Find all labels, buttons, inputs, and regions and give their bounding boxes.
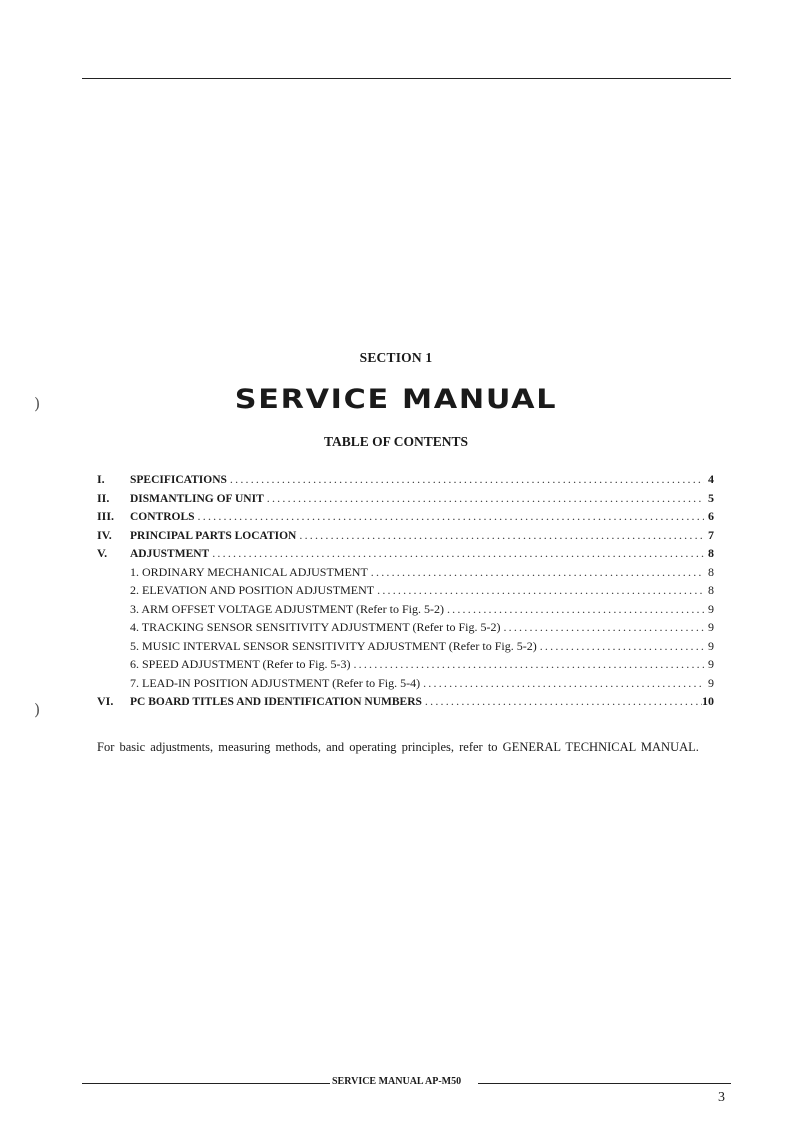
toc-leader-dots bbox=[422, 694, 702, 709]
toc-entry-title: 5. MUSIC INTERVAL SENSOR SENSITIVITY ADJUSTMENT (Refer to Fig. 5-2) bbox=[130, 638, 537, 653]
toc-entry-specifications[interactable] bbox=[97, 472, 714, 491]
reference-note: For basic adjustments, measuring methods, and operating principles, refer to GENERAL TECHNICAL MANUAL. bbox=[97, 740, 699, 754]
toc-subentry[interactable] bbox=[97, 602, 714, 621]
top-rule bbox=[82, 78, 731, 79]
toc-entry-title: 7. LEAD-IN POSITION ADJUSTMENT (Refer to Fig. 5-4) bbox=[130, 675, 421, 690]
toc-subentry[interactable] bbox=[97, 565, 714, 584]
toc-entry-title: PC BOARD TITLES AND IDENTIFICATION NUMBERS bbox=[130, 696, 422, 708]
toc-entry-principal-parts[interactable] bbox=[97, 528, 714, 547]
toc-entry-page: 9 bbox=[708, 601, 714, 616]
toc-entry-title: DISMANTLING OF UNIT bbox=[130, 492, 264, 505]
toc-leader-dots bbox=[195, 509, 704, 524]
toc-leader-dots bbox=[374, 583, 704, 598]
footer-rule-left bbox=[82, 1083, 332, 1084]
toc-entry-number: I. bbox=[97, 472, 105, 486]
toc-entry-title: SPECIFICATIONS bbox=[130, 474, 227, 486]
toc-subentry[interactable] bbox=[97, 657, 714, 676]
toc-entry-page: 10 bbox=[702, 694, 714, 708]
toc-entry-number: II. bbox=[97, 490, 110, 505]
toc-entry-controls[interactable] bbox=[97, 509, 714, 528]
toc-entry-page: 8 bbox=[708, 546, 714, 560]
toc-entry-number: V. bbox=[97, 546, 108, 560]
toc-leader-dots bbox=[537, 639, 704, 654]
margin-mark: ) bbox=[34, 700, 41, 719]
toc-entry-number: III. bbox=[97, 509, 115, 523]
toc-subentry[interactable] bbox=[97, 676, 714, 695]
toc-entry-page: 9 bbox=[708, 657, 714, 671]
toc-entry-title: 1. ORDINARY MECHANICAL ADJUSTMENT bbox=[130, 564, 368, 579]
toc-heading: TABLE OF CONTENTS bbox=[323, 434, 469, 449]
toc-entry-title: ADJUSTMENT bbox=[130, 548, 210, 560]
footer-rule-right bbox=[478, 1083, 731, 1084]
toc-entry-adjustment[interactable] bbox=[97, 546, 714, 565]
toc-entry-title: 4. TRACKING SENSOR SENSITIVITY ADJUSTMENT (Refer to Fig. 5-2) bbox=[130, 620, 501, 634]
toc-entry-page: 9 bbox=[708, 638, 714, 653]
page-number: 3 bbox=[718, 1090, 725, 1105]
footer-label: SERVICE MANUAL AP-M50 bbox=[332, 1076, 462, 1087]
toc-entry-title: 6. SPEED ADJUSTMENT (Refer to Fig. 5-3) bbox=[130, 657, 351, 671]
toc-leader-dots bbox=[350, 657, 704, 672]
section-label: SECTION 1 bbox=[359, 350, 433, 365]
toc-leader-dots bbox=[368, 565, 704, 580]
toc-entry-title: 2. ELEVATION AND POSITION ADJUSTMENT bbox=[130, 583, 375, 597]
toc-leader-dots bbox=[420, 676, 704, 691]
toc-entry-page: 8 bbox=[708, 583, 714, 597]
toc-entry-dismantling[interactable] bbox=[97, 491, 714, 510]
toc-entry-pc-board-titles[interactable] bbox=[97, 694, 714, 713]
toc-entry-page: 9 bbox=[708, 675, 714, 690]
toc-leader-dots bbox=[296, 528, 704, 543]
toc-leader-dots bbox=[264, 491, 704, 506]
toc-entry-page: 4 bbox=[708, 472, 714, 486]
toc-subentry[interactable] bbox=[97, 639, 714, 658]
toc-entry-title: CONTROLS bbox=[130, 511, 195, 523]
toc-entry-page: 7 bbox=[708, 527, 714, 542]
toc-entry-title: PRINCIPAL PARTS LOCATION bbox=[130, 529, 297, 542]
toc-subentry[interactable] bbox=[97, 583, 714, 602]
margin-mark: ) bbox=[34, 394, 41, 413]
toc-leader-dots bbox=[209, 546, 704, 561]
toc-entry-page: 5 bbox=[708, 490, 714, 505]
toc-entry-title: 3. ARM OFFSET VOLTAGE ADJUSTMENT (Refer to Fig. 5-2) bbox=[130, 601, 444, 616]
toc-leader-dots bbox=[500, 620, 704, 635]
toc-entry-page: 8 bbox=[708, 564, 714, 579]
page-title: SERVICE MANUAL bbox=[234, 384, 558, 415]
toc-entry-number: VI. bbox=[97, 694, 114, 708]
toc-subentry[interactable] bbox=[97, 620, 714, 639]
toc-entry-page: 9 bbox=[708, 620, 714, 634]
toc-entry-page: 6 bbox=[708, 509, 714, 523]
table-of-contents bbox=[97, 472, 714, 713]
toc-leader-dots bbox=[227, 472, 704, 487]
toc-entry-number: IV. bbox=[97, 527, 112, 542]
toc-leader-dots bbox=[444, 602, 704, 617]
